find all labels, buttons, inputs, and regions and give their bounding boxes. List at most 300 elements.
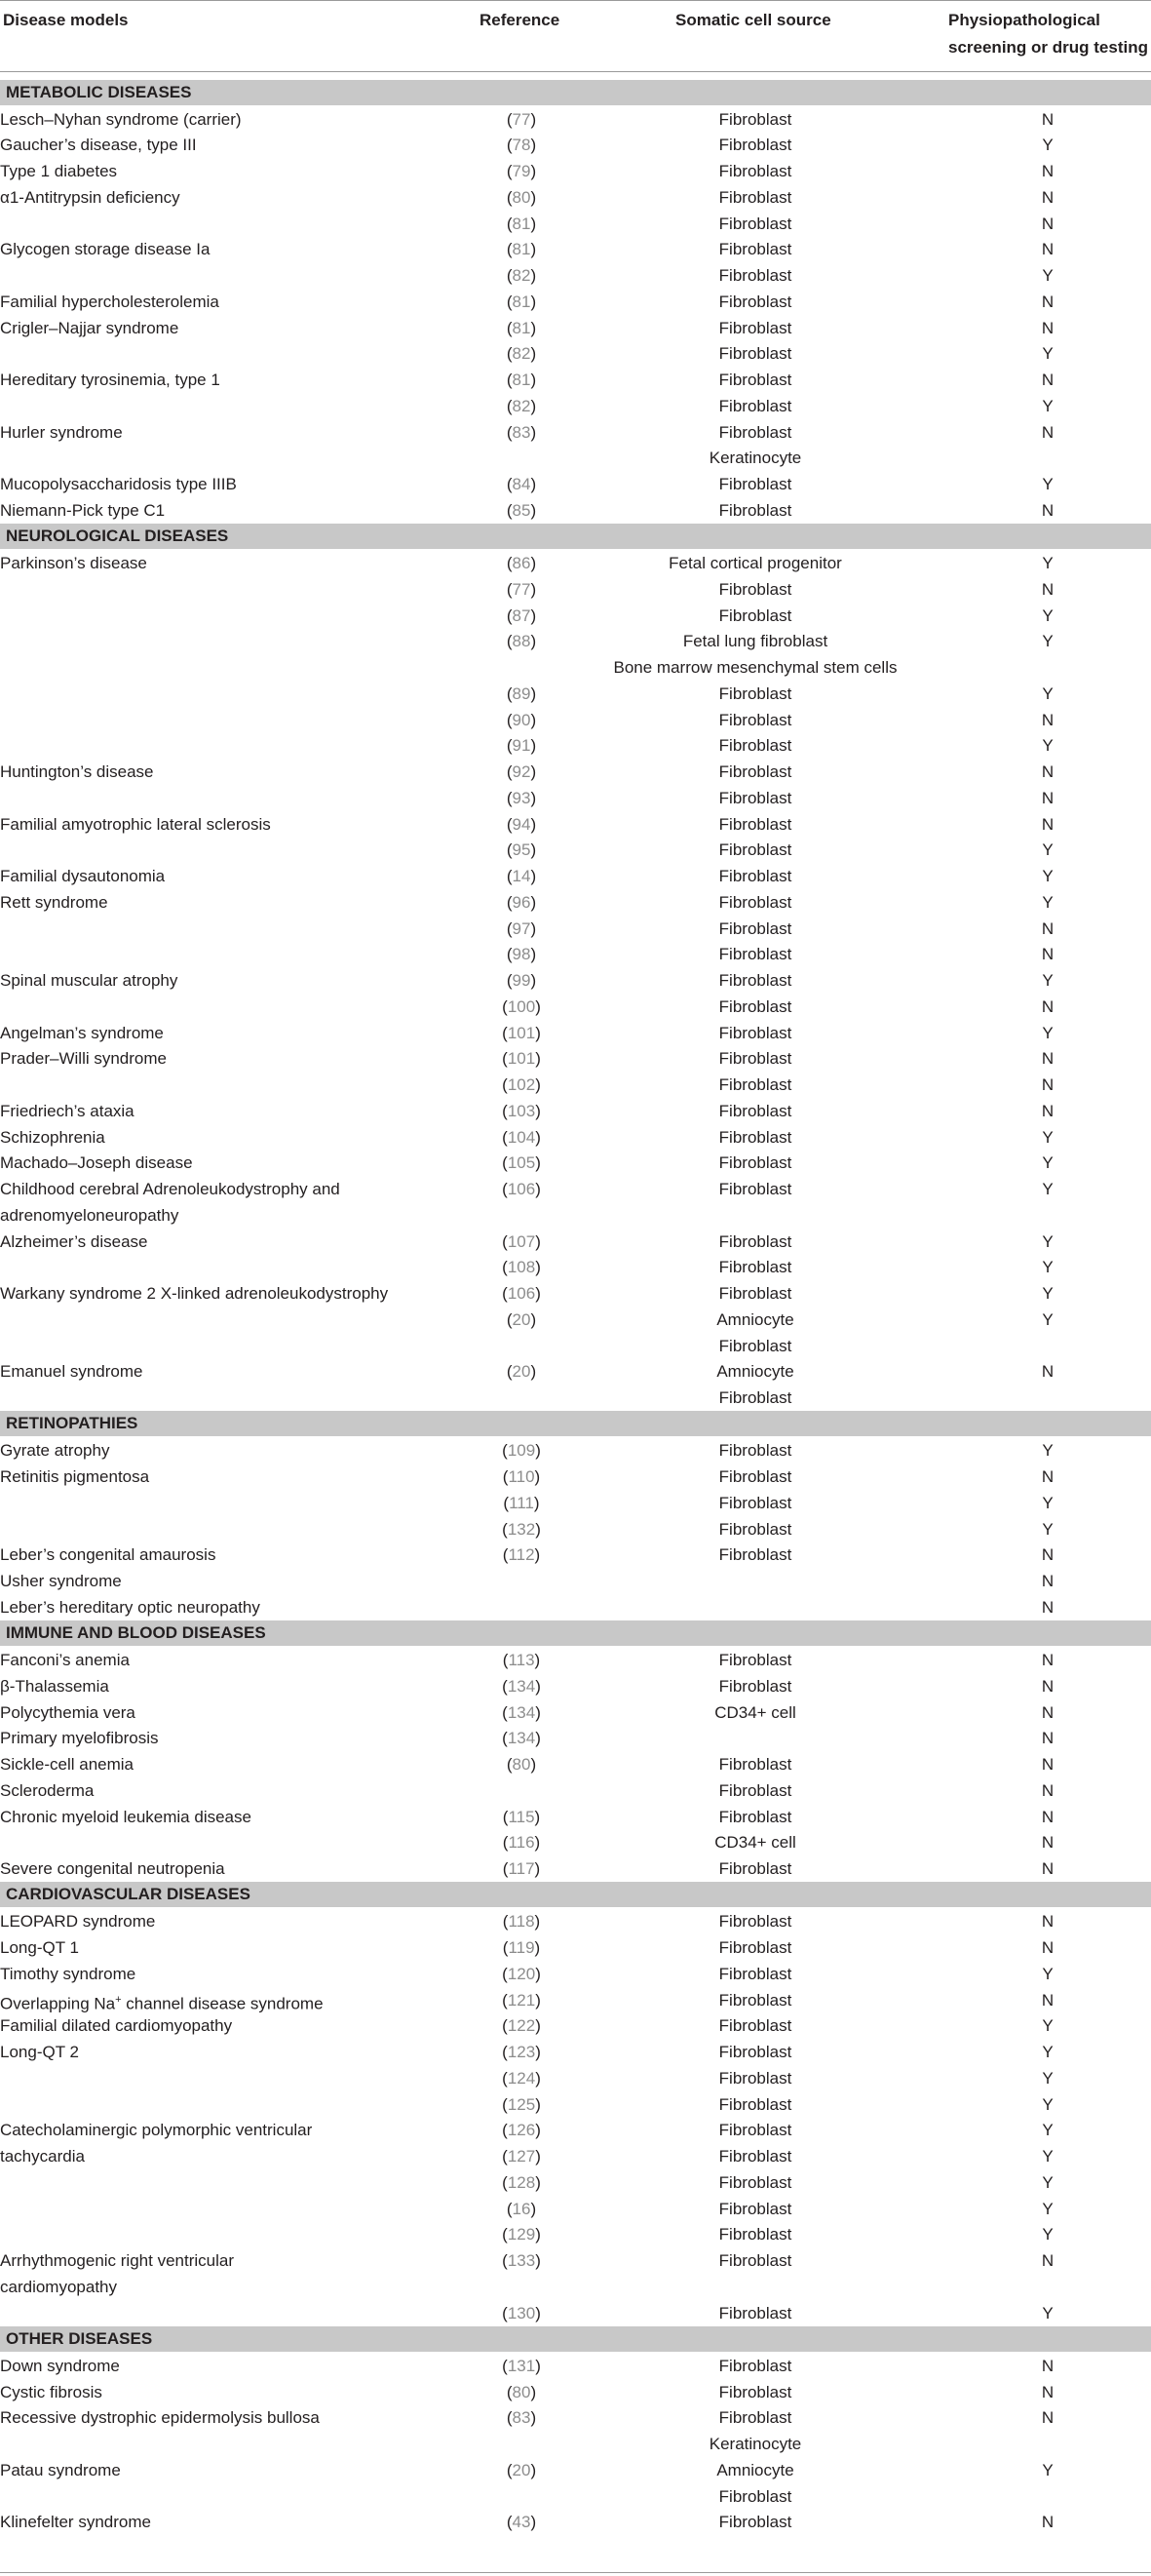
screening-flag: N	[1041, 814, 1055, 834]
reference-link[interactable]: 16	[512, 2199, 531, 2218]
screening-flag: N	[1041, 1597, 1055, 1617]
section-header	[0, 1411, 1151, 1436]
disease-name: Recessive dystrophic epidermolysis bullosa	[0, 2408, 320, 2428]
somatic-cell-source: Fibroblast	[718, 1938, 792, 1957]
reference-cell: (124)	[502, 2068, 541, 2088]
table-row	[0, 2431, 1151, 2457]
reference-link[interactable]: 98	[512, 945, 531, 964]
table-row	[0, 941, 1151, 967]
reference-cell: (108)	[502, 1258, 541, 1277]
reference-link[interactable]: 20	[512, 2460, 531, 2479]
somatic-cell-source: Fibroblast	[718, 1258, 792, 1277]
reference-link[interactable]: 122	[507, 2016, 536, 2036]
screening-flag: Y	[1042, 2016, 1054, 2036]
screening-flag: Y	[1042, 2460, 1054, 2479]
section-title: CARDIOVASCULAR DISEASES	[6, 1885, 250, 1904]
reference-link[interactable]: 83	[512, 2408, 531, 2428]
table-row	[0, 967, 1151, 994]
reference-cell: (88)	[506, 632, 537, 651]
screening-flag: Y	[1042, 2147, 1054, 2166]
somatic-cell-source: Fibroblast	[718, 918, 792, 938]
reference-cell: (20)	[506, 2460, 537, 2479]
screening-flag: N	[1041, 187, 1055, 207]
somatic-cell-source: Fibroblast	[718, 892, 792, 912]
reference-cell: (85)	[506, 500, 537, 520]
reference-link[interactable]: 94	[512, 814, 531, 834]
reference-link[interactable]: 84	[512, 475, 531, 493]
screening-flag: N	[1041, 2382, 1055, 2401]
table-row	[0, 1829, 1151, 1855]
table-row	[0, 759, 1151, 785]
table-row	[0, 2509, 1151, 2535]
table-row	[0, 1464, 1151, 1490]
reference-link[interactable]: 115	[508, 1807, 535, 1826]
table-row	[0, 393, 1151, 419]
somatic-cell-source: Fibroblast	[718, 1780, 792, 1800]
table-row	[0, 1254, 1151, 1280]
reference-cell: (106)	[502, 1284, 541, 1303]
reference-cell: (78)	[506, 136, 537, 155]
table-row	[0, 211, 1151, 237]
somatic-cell-source: Fibroblast	[718, 500, 792, 520]
section-title: RETINOPATHIES	[6, 1414, 138, 1433]
reference-link[interactable]: 96	[512, 892, 531, 912]
screening-flag: Y	[1042, 2121, 1054, 2140]
reference-link[interactable]: 87	[512, 605, 531, 625]
reference-link[interactable]: 80	[512, 1755, 531, 1774]
reference-link[interactable]: 14	[512, 867, 531, 885]
reference-link[interactable]: 117	[508, 1859, 535, 1878]
disease-name: Familial dilated cardiomyopathy	[0, 2016, 233, 2036]
screening-flag: Y	[1042, 736, 1054, 756]
somatic-cell-source: Fibroblast	[718, 605, 792, 625]
somatic-cell-source: Fibroblast	[718, 475, 792, 493]
reference-link[interactable]: 86	[512, 554, 531, 572]
somatic-cell-source: Fibroblast	[718, 109, 792, 129]
screening-flag: N	[1041, 2356, 1055, 2375]
reference-link[interactable]: 92	[512, 762, 531, 781]
somatic-cell-source: Fibroblast	[718, 2094, 792, 2114]
header-screening-line1: Physiopathological	[948, 11, 1100, 29]
reference-link[interactable]: 81	[512, 318, 531, 337]
reference-cell: (113)	[502, 1651, 541, 1669]
reference-link[interactable]: 99	[512, 971, 531, 990]
table-row	[0, 1542, 1151, 1568]
table-row	[0, 1804, 1151, 1830]
screening-flag: N	[1041, 762, 1055, 781]
reference-link[interactable]: 131	[507, 2356, 536, 2375]
somatic-cell-source: Fibroblast	[718, 1964, 792, 1983]
reference-link[interactable]: 109	[507, 1441, 536, 1461]
reference-cell: (16)	[506, 2199, 537, 2218]
reference-link[interactable]: 81	[512, 214, 531, 233]
reference-link[interactable]: 112	[508, 1545, 535, 1565]
table-row	[0, 2404, 1151, 2431]
reference-link[interactable]: 103	[507, 1101, 536, 1120]
table-row	[0, 315, 1151, 341]
reference-cell: (81)	[506, 292, 537, 311]
screening-flag: N	[1041, 318, 1055, 337]
reference-link[interactable]: 127	[507, 2147, 536, 2166]
disease-name: Chronic myeloid leukemia disease	[0, 1807, 251, 1826]
somatic-cell-source: Fibroblast	[718, 2513, 792, 2532]
reference-link[interactable]: 132	[507, 1519, 536, 1539]
reference-cell: (107)	[502, 1231, 541, 1251]
disease-name: Down syndrome	[0, 2356, 120, 2375]
reference-link[interactable]: 77	[512, 109, 531, 129]
disease-name: Arrhythmogenic right ventricular	[0, 2251, 234, 2270]
disease-name: Prader–Willi syndrome	[0, 1049, 167, 1069]
table-row	[0, 889, 1151, 916]
reference-link[interactable]: 118	[508, 1912, 535, 1932]
table-row	[0, 785, 1151, 811]
reference-link[interactable]: 82	[512, 266, 531, 285]
somatic-cell-source: Fibroblast	[718, 2121, 792, 2140]
table-row	[0, 1594, 1151, 1620]
reference-cell: (109)	[502, 1441, 541, 1461]
screening-flag: N	[1041, 2408, 1055, 2428]
somatic-cell-source: Fibroblast	[718, 1284, 792, 1303]
reference-cell: (122)	[502, 2016, 541, 2036]
reference-cell: (90)	[506, 710, 537, 729]
table-row	[0, 2353, 1151, 2379]
reference-link[interactable]: 85	[512, 500, 531, 520]
somatic-cell-source: Fibroblast	[718, 2016, 792, 2036]
somatic-cell-source: Fibroblast	[718, 683, 792, 703]
screening-flag: Y	[1042, 1127, 1054, 1147]
reference-cell: (20)	[506, 1362, 537, 1382]
screening-flag: Y	[1042, 892, 1054, 912]
screening-flag: Y	[1042, 632, 1054, 651]
table-row	[0, 289, 1151, 315]
reference-link[interactable]: 128	[507, 2172, 536, 2192]
reference-cell: (77)	[506, 579, 537, 599]
screening-flag: Y	[1042, 1964, 1054, 1983]
somatic-cell-source: Fibroblast	[718, 1755, 792, 1774]
somatic-cell-source: Fibroblast	[718, 396, 792, 415]
reference-link[interactable]: 108	[507, 1258, 536, 1277]
somatic-cell-source: Fibroblast	[718, 136, 792, 155]
table-row	[0, 863, 1151, 889]
reference-link[interactable]: 107	[507, 1231, 536, 1251]
table-row	[0, 1229, 1151, 1255]
somatic-cell-source: Fibroblast	[718, 2068, 792, 2088]
reference-link[interactable]: 82	[512, 396, 531, 415]
reference-link[interactable]: 100	[507, 996, 536, 1016]
reference-link[interactable]: 78	[512, 136, 531, 155]
reference-link[interactable]: 104	[507, 1127, 536, 1147]
screening-flag: N	[1041, 1833, 1055, 1853]
reference-link[interactable]: 134	[507, 1702, 536, 1722]
screening-flag: N	[1041, 1938, 1055, 1957]
somatic-cell-source: Fibroblast	[718, 292, 792, 311]
table-row	[0, 603, 1151, 629]
screening-flag: Y	[1042, 2172, 1054, 2192]
somatic-cell-source: Fibroblast	[718, 1153, 792, 1173]
screening-flag: Y	[1042, 2043, 1054, 2061]
table-row	[0, 1908, 1151, 1934]
table-row	[0, 1150, 1151, 1176]
reference-cell: (115)	[502, 1807, 541, 1826]
table-row	[0, 1098, 1151, 1124]
reference-link[interactable]: 81	[512, 292, 531, 311]
screening-flag: N	[1041, 1780, 1055, 1800]
screening-flag: Y	[1042, 1180, 1054, 1198]
screening-flag: N	[1041, 945, 1055, 964]
reference-cell: (92)	[506, 762, 537, 781]
disease-name: Patau syndrome	[0, 2460, 121, 2479]
table-row	[0, 2221, 1151, 2247]
reference-link[interactable]: 102	[507, 1075, 536, 1094]
reference-link[interactable]: 134	[507, 1676, 536, 1696]
screening-flag: Y	[1042, 867, 1054, 885]
reference-cell: (100)	[502, 996, 541, 1016]
screening-flag: N	[1041, 1676, 1055, 1696]
somatic-cell-source: Fibroblast	[718, 318, 792, 337]
reference-cell: (87)	[506, 605, 537, 625]
section-header	[0, 1620, 1151, 1646]
disease-name: Gaucher’s disease, type III	[0, 136, 197, 155]
table-row	[0, 2379, 1151, 2405]
table-row	[0, 1045, 1151, 1072]
somatic-cell-source: Fibroblast	[718, 214, 792, 233]
table-row	[0, 2300, 1151, 2326]
reference-cell: (101)	[502, 1049, 541, 1069]
disease-name: Sickle-cell anemia	[0, 1755, 134, 1774]
disease-name: Usher syndrome	[0, 1572, 122, 1590]
table-row	[0, 2117, 1151, 2143]
table-row	[0, 1307, 1151, 1333]
somatic-cell-source: Fibroblast	[718, 840, 792, 860]
reference-cell: (97)	[506, 918, 537, 938]
reference-cell: (132)	[502, 1519, 541, 1539]
reference-link[interactable]: 80	[512, 187, 531, 207]
table-row	[0, 471, 1151, 497]
screening-flag: Y	[1042, 1309, 1054, 1329]
table-row	[0, 1751, 1151, 1777]
somatic-cell-source: Fibroblast	[718, 240, 792, 259]
disease-name: Type 1 diabetes	[0, 162, 118, 180]
table-row	[0, 236, 1151, 262]
table-row	[0, 2091, 1151, 2118]
disease-name: Retinitis pigmentosa	[0, 1467, 150, 1486]
table-row	[0, 1673, 1151, 1699]
section-title: METABOLIC DISEASES	[6, 82, 192, 101]
disease-name: β-Thalassemia	[0, 1676, 109, 1696]
section-header	[0, 524, 1151, 549]
table-row	[0, 994, 1151, 1020]
reference-cell: (104)	[502, 1127, 541, 1147]
somatic-cell-source: Fibroblast	[718, 2043, 792, 2061]
reference-cell: (121)	[502, 1990, 541, 2010]
reference-cell: (93)	[506, 788, 537, 807]
disease-name: Glycogen storage disease Ia	[0, 240, 211, 259]
table-row	[0, 1385, 1151, 1411]
reference-link[interactable]: 130	[507, 2303, 536, 2322]
disease-name: Familial amyotrophic lateral sclerosis	[0, 814, 271, 834]
reference-link[interactable]: 101	[507, 1023, 536, 1042]
reference-link[interactable]: 90	[512, 710, 531, 729]
table-row	[0, 1699, 1151, 1726]
reference-link[interactable]: 133	[507, 2251, 536, 2270]
somatic-cell-source: Fibroblast	[718, 422, 792, 442]
somatic-cell-source: Fetal cortical progenitor	[669, 554, 842, 572]
somatic-cell-source: Fibroblast	[718, 2356, 792, 2375]
screening-flag: Y	[1042, 2303, 1054, 2322]
screening-flag: N	[1041, 996, 1055, 1016]
reference-link[interactable]: 129	[507, 2225, 536, 2244]
disease-name: Childhood cerebral Adrenoleukodystrophy and	[0, 1180, 340, 1198]
reference-link[interactable]: 110	[508, 1467, 535, 1486]
somatic-cell-source: Fibroblast	[718, 2147, 792, 2166]
reference-link[interactable]: 124	[507, 2068, 536, 2088]
somatic-cell-source: Fibroblast	[718, 1049, 792, 1069]
reference-cell: (81)	[506, 318, 537, 337]
reference-cell: (80)	[506, 2382, 537, 2401]
disease-name: Crigler–Najjar syndrome	[0, 318, 179, 337]
table-row	[0, 837, 1151, 863]
reference-cell: (102)	[502, 1075, 541, 1094]
header-disease-models: Disease models	[3, 11, 129, 29]
screening-flag: N	[1041, 162, 1055, 180]
reference-link[interactable]: 81	[512, 371, 531, 389]
somatic-cell-source: Fibroblast	[718, 1467, 792, 1486]
reference-link[interactable]: 77	[512, 579, 531, 599]
disease-name: Rett syndrome	[0, 892, 108, 912]
reference-link[interactable]: 134	[507, 1729, 536, 1748]
reference-link[interactable]: 126	[507, 2121, 536, 2140]
screening-flag: N	[1041, 1467, 1055, 1486]
reference-link[interactable]: 95	[512, 840, 531, 860]
somatic-cell-source: Fibroblast	[718, 2382, 792, 2401]
reference-link[interactable]: 116	[508, 1833, 535, 1853]
reference-cell: (127)	[502, 2147, 541, 2166]
reference-link[interactable]: 43	[512, 2513, 531, 2532]
table-row	[0, 2247, 1151, 2274]
table-row	[0, 2039, 1151, 2065]
disease-name: Familial dysautonomia	[0, 867, 166, 885]
somatic-cell-source: Fibroblast	[718, 710, 792, 729]
reference-link[interactable]: 93	[512, 788, 531, 807]
disease-name: Scleroderma	[0, 1780, 95, 1800]
reference-link[interactable]: 111	[509, 1493, 534, 1512]
screening-flag: Y	[1042, 2199, 1054, 2218]
table-row	[0, 340, 1151, 367]
reference-cell: (112)	[502, 1545, 541, 1565]
somatic-cell-source: Bone marrow mesenchymal stem cells	[613, 658, 898, 677]
reference-link[interactable]: 121	[507, 1990, 536, 2010]
reference-link[interactable]: 125	[507, 2094, 536, 2114]
reference-cell: (95)	[506, 840, 537, 860]
reference-link[interactable]: 20	[512, 1309, 531, 1329]
disease-name: Overlapping Na+ channel disease syndrome	[0, 1993, 324, 2013]
table-row	[0, 2012, 1151, 2039]
reference-link[interactable]: 20	[512, 1362, 531, 1382]
somatic-cell-source: Keratinocyte	[709, 2435, 802, 2453]
somatic-cell-source: Fibroblast	[718, 788, 792, 807]
reference-link[interactable]: 113	[508, 1651, 535, 1669]
section-header	[0, 80, 1151, 105]
reference-cell: (20)	[506, 1309, 537, 1329]
somatic-cell-source: Fibroblast	[718, 1651, 792, 1669]
reference-link[interactable]: 123	[507, 2043, 536, 2061]
reference-link[interactable]: 97	[512, 918, 531, 938]
disease-name: Leber’s hereditary optic neuropathy	[0, 1597, 260, 1617]
disease-name: Long-QT 1	[0, 1938, 79, 1957]
screening-flag: N	[1041, 788, 1055, 807]
table-row	[0, 184, 1151, 211]
somatic-cell-source: Fibroblast	[718, 2225, 792, 2244]
reference-link[interactable]: 101	[507, 1049, 536, 1069]
screening-flag: Y	[1042, 1153, 1054, 1173]
reference-link[interactable]: 82	[512, 344, 531, 364]
reference-link[interactable]: 88	[512, 632, 531, 651]
screening-flag: Y	[1042, 1519, 1054, 1539]
table-row	[0, 1855, 1151, 1882]
somatic-cell-source: Fibroblast	[718, 971, 792, 990]
screening-flag: N	[1041, 918, 1055, 938]
table-row	[0, 1333, 1151, 1359]
reference-link[interactable]: 106	[507, 1180, 536, 1198]
disease-name: LEOPARD syndrome	[0, 1912, 156, 1932]
table-row	[0, 2196, 1151, 2222]
reference-cell: (103)	[502, 1101, 541, 1120]
somatic-cell-source: Fibroblast	[718, 2172, 792, 2192]
table-row	[0, 262, 1151, 289]
table-row	[0, 2065, 1151, 2091]
reference-link[interactable]: 83	[512, 422, 531, 442]
reference-link[interactable]: 120	[507, 1964, 536, 1983]
section-header	[0, 2326, 1151, 2352]
table-row	[0, 2169, 1151, 2196]
somatic-cell-source: Fibroblast	[718, 371, 792, 389]
reference-cell: (84)	[506, 475, 537, 493]
reference-cell: (82)	[506, 396, 537, 415]
reference-link[interactable]: 91	[512, 736, 531, 756]
somatic-cell-source: Fibroblast	[718, 814, 792, 834]
reference-link[interactable]: 81	[512, 240, 531, 259]
disease-name: Familial hypercholesterolemia	[0, 292, 219, 311]
disease-name: Hurler syndrome	[0, 422, 123, 442]
reference-cell: (105)	[502, 1153, 541, 1173]
reference-cell: (94)	[506, 814, 537, 834]
somatic-cell-source: Fibroblast	[718, 1075, 792, 1094]
reference-link[interactable]: 105	[507, 1153, 536, 1173]
table-row	[0, 1202, 1151, 1229]
reference-cell: (86)	[506, 554, 537, 572]
screening-flag: N	[1041, 371, 1055, 389]
somatic-cell-source: Fibroblast	[718, 1807, 792, 1826]
table-row	[0, 681, 1151, 707]
disease-name: Schizophrenia	[0, 1127, 105, 1147]
reference-cell: (119)	[502, 1938, 541, 1957]
reference-cell: (131)	[502, 2356, 541, 2375]
reference-cell: (98)	[506, 945, 537, 964]
disease-name: Alzheimer’s disease	[0, 1231, 148, 1251]
reference-link[interactable]: 106	[507, 1284, 536, 1303]
reference-link[interactable]: 80	[512, 2382, 531, 2401]
disease-name: Primary myelofibrosis	[0, 1729, 159, 1748]
table-row	[0, 1490, 1151, 1516]
reference-link[interactable]: 119	[508, 1938, 535, 1957]
reference-cell: (134)	[502, 1702, 541, 1722]
reference-link[interactable]: 89	[512, 683, 531, 703]
reference-cell: (110)	[502, 1467, 541, 1486]
screening-flag: Y	[1042, 1493, 1054, 1512]
somatic-cell-source: Fibroblast	[718, 1545, 792, 1565]
reference-link[interactable]: 79	[512, 162, 531, 180]
somatic-cell-source: CD34+ cell	[714, 1833, 796, 1853]
